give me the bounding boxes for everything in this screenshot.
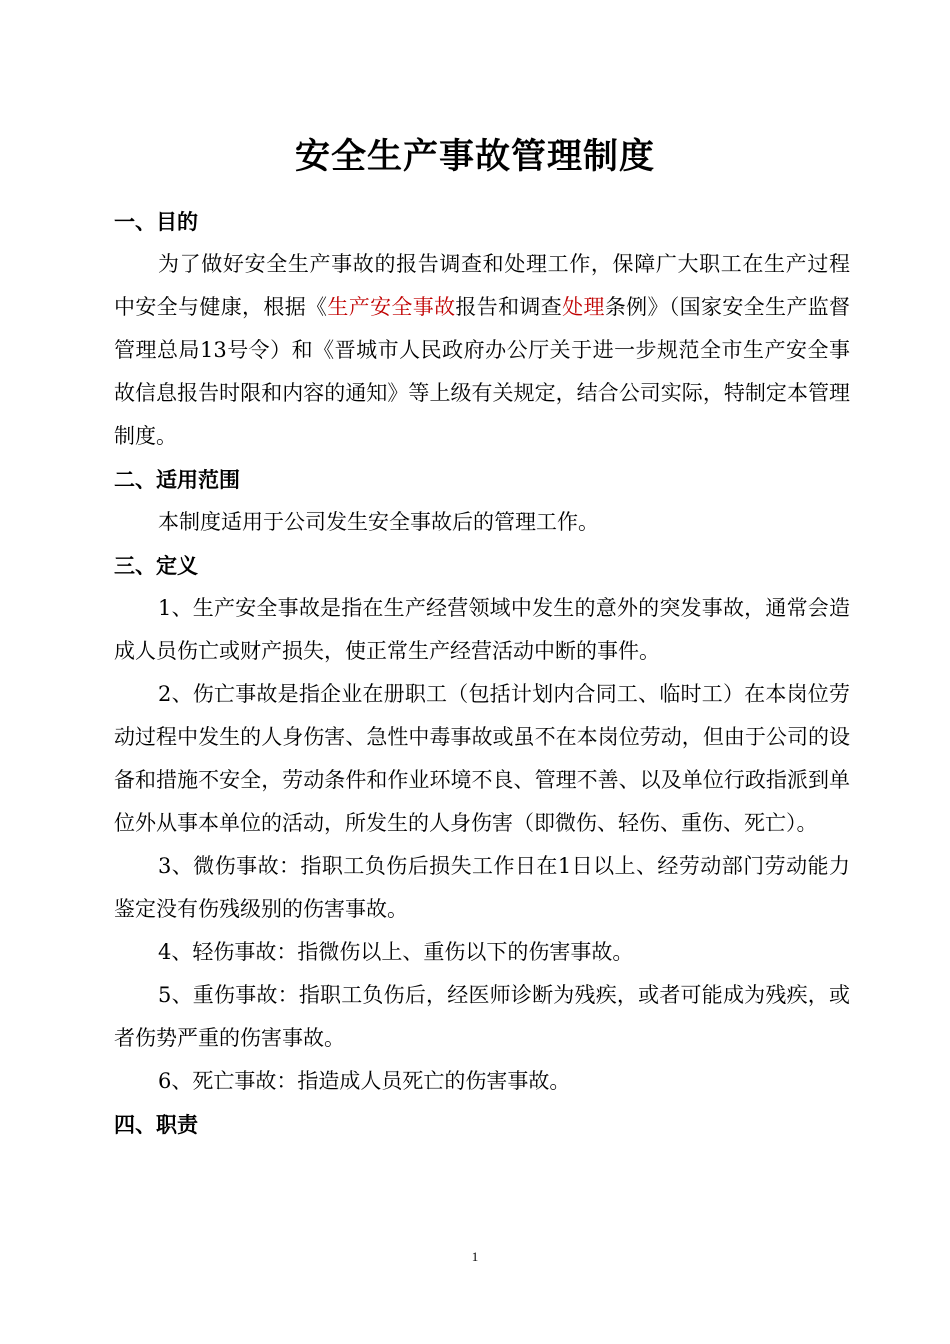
purpose-text-part2: 报告和调查 (455, 295, 563, 319)
purpose-paragraph (114, 243, 850, 458)
definition-item-6: 6、死亡事故：指造成人员死亡的伤害事故。 (158, 1069, 571, 1093)
purpose-red-text-1: 生产安全事故 (327, 295, 456, 319)
section-heading-scope: 二、适用范围 (114, 467, 240, 492)
section-heading-purpose: 一、目的 (114, 209, 198, 234)
definition-item-1: 1、生产安全事故是指在生产经营领域中发生的意外的突发事故，通常会造成人员伤亡或财产损失，使正常生产经营活动中断的事件。 (114, 596, 850, 663)
document-title: 安全生产事故管理制度 (294, 136, 655, 177)
purpose-text-part1: 为了做好安全生产事故的报告调查和处理工作，保障广大职工在生产过程中安全与健康，根据《 (114, 252, 850, 319)
definition-item-4: 4、轻伤事故：指微伤以上、重伤以下的伤害事故。 (158, 940, 634, 964)
scope-paragraph: 本制度适用于公司发生安全事故后的管理工作。 (158, 510, 599, 534)
section-heading-responsibilities: 四、职责 (114, 1112, 198, 1137)
document-body (114, 200, 850, 1146)
purpose-red-text-2: 处理 (562, 295, 605, 319)
definition-item-3: 3、微伤事故：指职工负伤后损失工作日在1日以上、经劳动部门劳动能力鉴定没有伤残级别的伤害事故。 (114, 854, 850, 921)
section-heading-definitions: 三、定义 (114, 553, 198, 578)
definition-item-5: 5、重伤事故：指职工负伤后，经医师诊断为残疾，或者可能成为残疾，或者伤势严重的伤害事故。 (114, 983, 850, 1050)
purpose-text-part3: 条例》（国家安全生产监督管理总局13号令）和《晋城市人民政府办公厅关于进一步规范全市生产安全事故信息报告时限和内容的通知》等上级有关规定，结合公司实际，特制定本管理制度。 (114, 295, 851, 448)
definition-item-2: 2、伤亡事故是指企业在册职工（包括计划内合同工、临时工）在本岗位劳动过程中发生的人身伤害、急性中毒事故或虽不在本岗位劳动，但由于公司的设备和措施不安全，劳动条件和作业环境不良、管理不善、以及单位行政指派到单位外从事本单位的活动，所发生的人身伤害（即微伤、轻伤、重伤、死亡）。 (114, 682, 850, 835)
page-number: 1 (471, 1249, 479, 1264)
